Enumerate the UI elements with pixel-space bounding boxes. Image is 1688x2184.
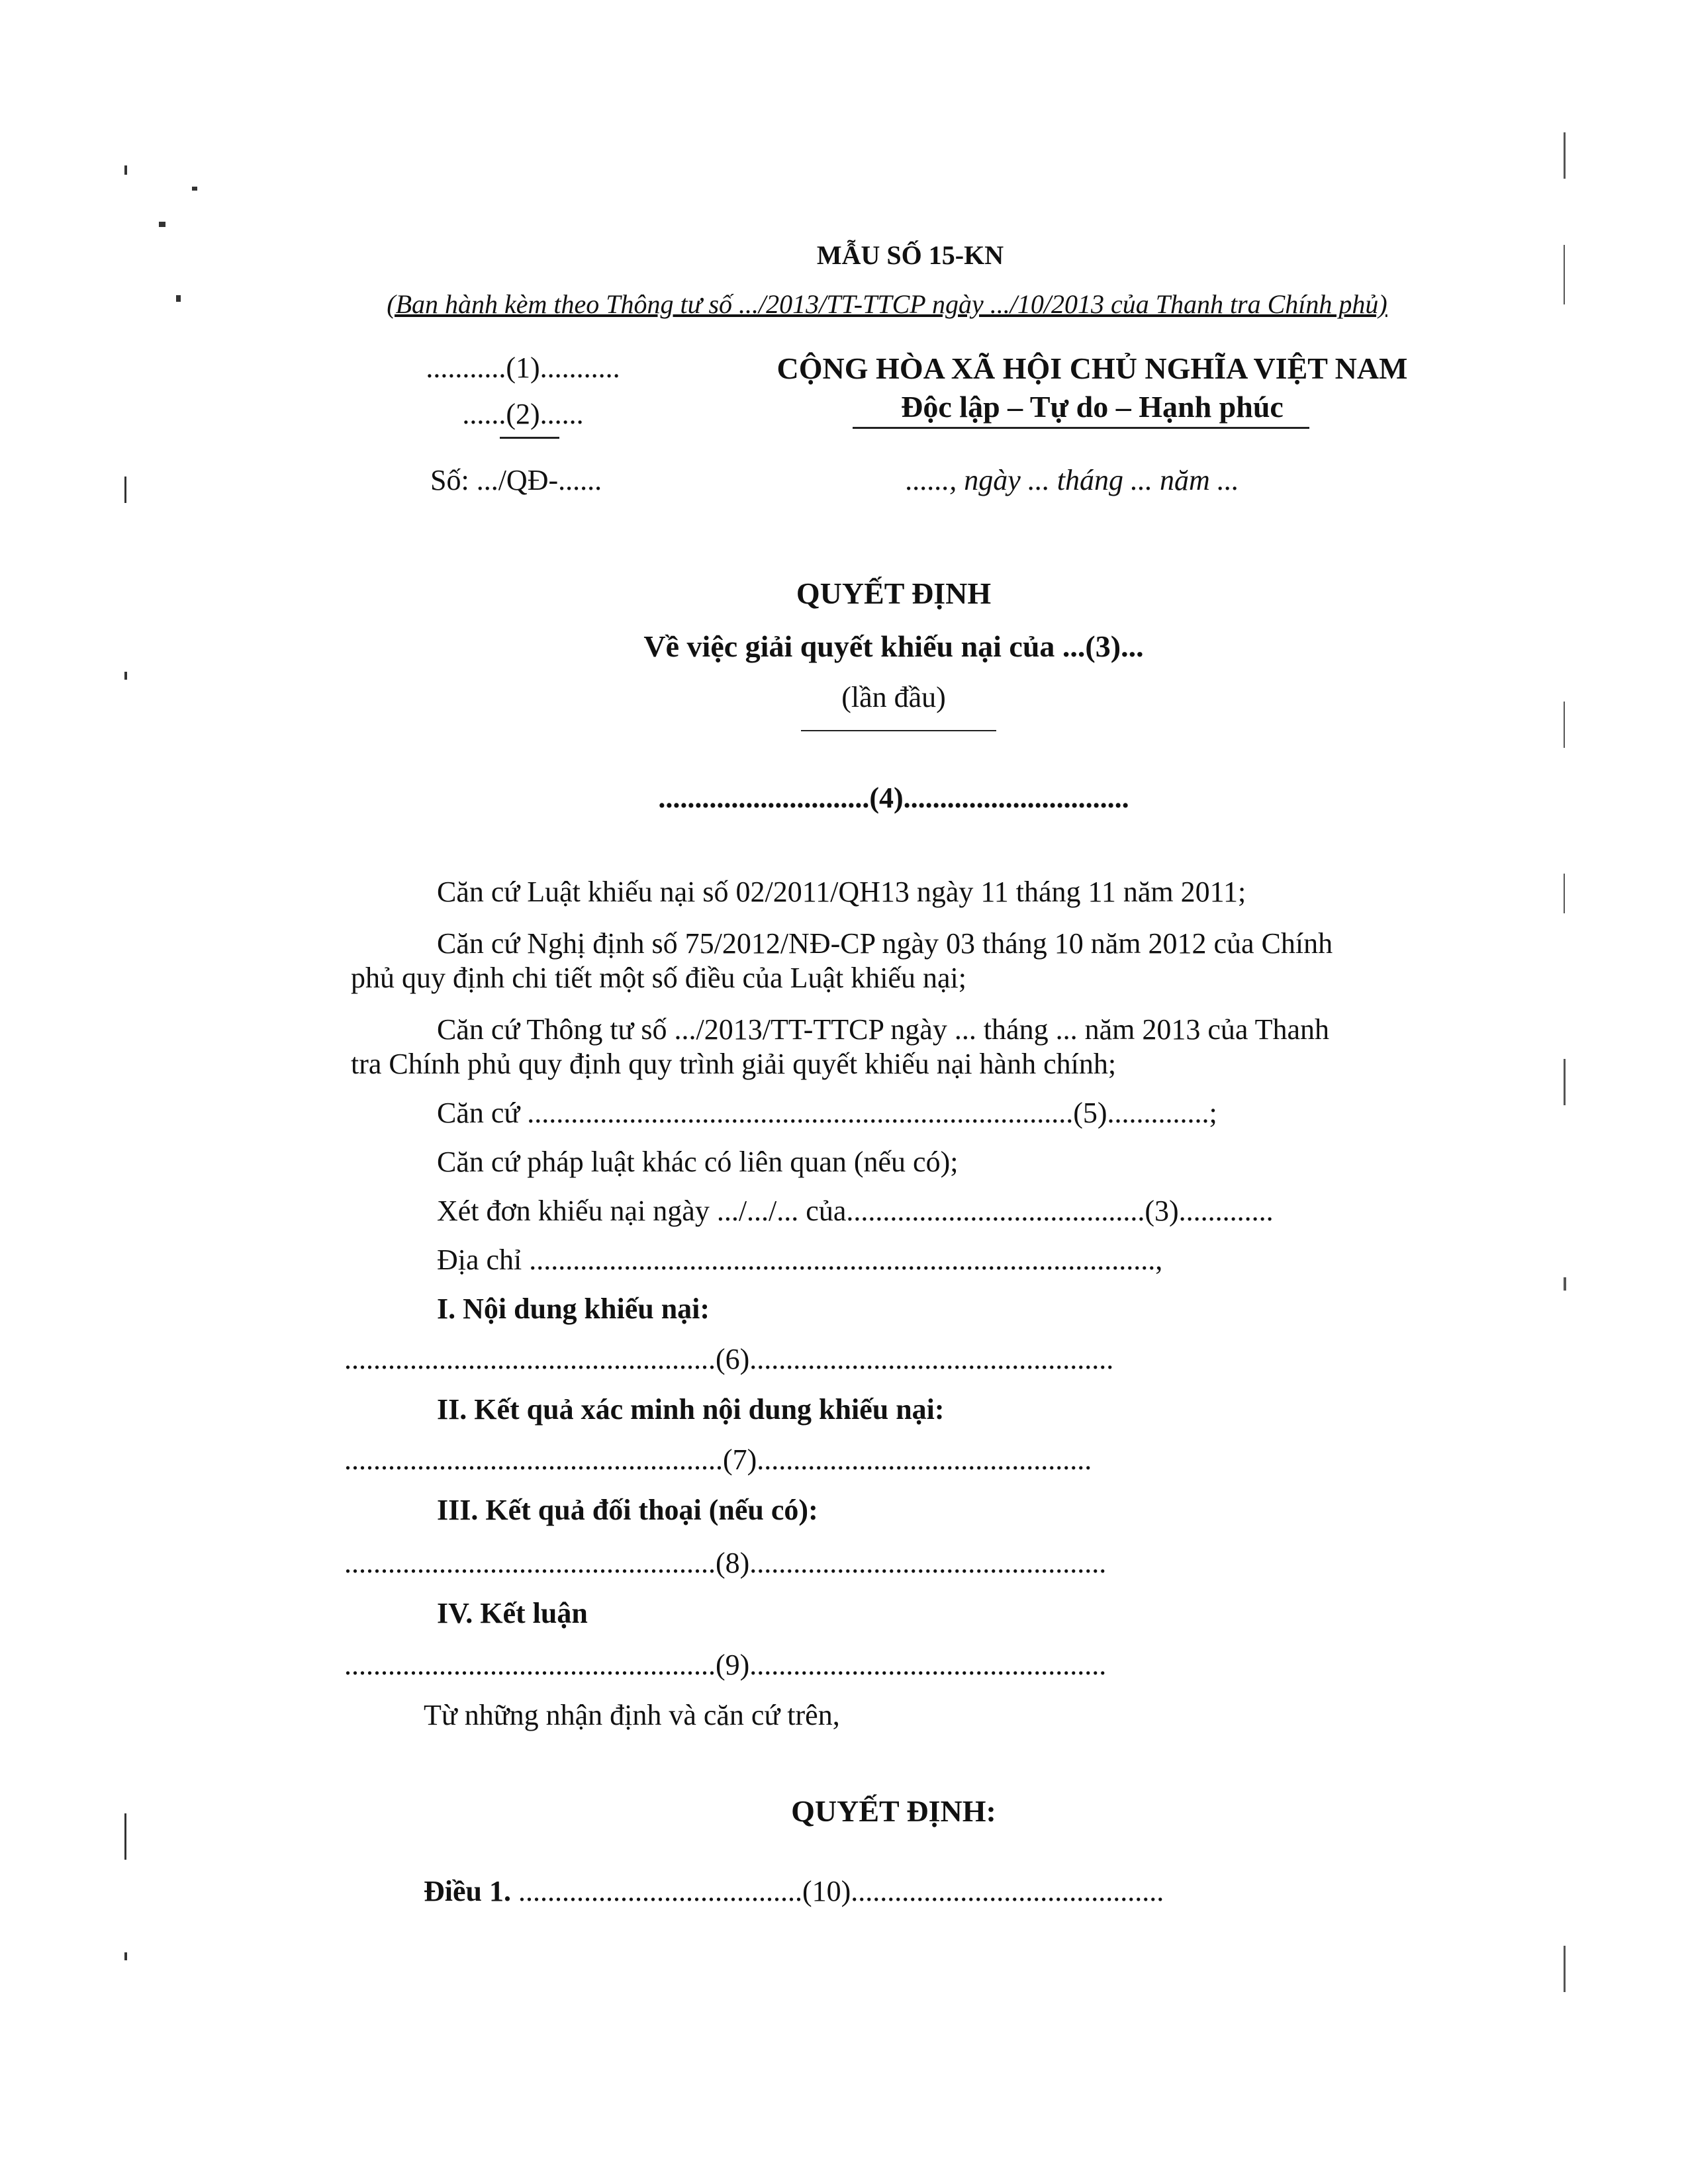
agency-line-1: ...........(1)...........: [426, 351, 620, 384]
agency-underline: [500, 437, 559, 439]
decision-number: Số: .../QĐ-......: [430, 464, 602, 496]
issued-note: (Ban hành kèm theo Thông tư số .../2013/TT-TTCP ngày .../10/2013 của Thanh tra Chính phủ): [387, 289, 1387, 319]
basis-circular-line-2: tra Chính phủ quy định quy trình giải quyết khiếu nại hành chính;: [351, 1048, 1117, 1080]
title-divider: [801, 730, 996, 731]
scan-speck: [124, 1813, 126, 1860]
decision-round: (lần đầu): [841, 681, 946, 713]
country-name: CỘNG HÒA XÃ HỘI CHỦ NGHĨA VIỆT NAM: [776, 351, 1408, 385]
national-motto: Độc lập – Tự do – Hạnh phúc: [901, 390, 1284, 424]
document-title: QUYẾT ĐỊNH: [796, 576, 992, 610]
section-3-heading: III. Kết quả đối thoại (nếu có):: [437, 1494, 818, 1526]
scan-edge-line: [1564, 702, 1565, 748]
authority-line: .............................(4)...............................: [658, 782, 1129, 814]
scan-edge-line: [1564, 1277, 1566, 1291]
scan-speck: [124, 1952, 127, 1960]
basis-law: Căn cứ Luật khiếu nại số 02/2011/QH13 ngày 11 tháng 11 năm 2011;: [437, 876, 1246, 908]
article-1-text: .......................................(10)...........................................: [518, 1875, 1164, 1907]
scan-edge-line: [1564, 1059, 1566, 1105]
agency-line-2: ......(2)......: [462, 398, 584, 430]
motto-underline: [853, 427, 1309, 429]
basis-other: Căn cứ ...........................................................................(5)..............;: [437, 1097, 1217, 1129]
article-1-label: Điều 1.: [424, 1875, 511, 1907]
complaint-consideration: Xét đơn khiếu nại ngày .../.../... của.........................................(3).............: [437, 1195, 1274, 1227]
basis-related: Căn cứ pháp luật khác có liên quan (nếu có);: [437, 1146, 959, 1178]
scan-speck: [159, 222, 165, 227]
section-1-line: ...................................................(6)..................................................: [344, 1343, 1114, 1375]
section-2-heading: II. Kết quả xác minh nội dung khiếu nại:: [437, 1393, 945, 1426]
scan-edge-line: [1564, 874, 1565, 913]
scan-speck: [124, 477, 126, 503]
form-number: MẪU SỐ 15-KN: [816, 240, 1004, 270]
section-4-heading: IV. Kết luận: [437, 1597, 588, 1629]
date-line: ......, ngày ... tháng ... năm ...: [906, 464, 1239, 496]
scan-speck: [192, 187, 197, 191]
complainant-address: Địa chỉ ......................................................................................,: [437, 1244, 1163, 1276]
scan-edge-line: [1564, 245, 1565, 304]
from-text: Từ những nhận định và căn cứ trên,: [424, 1699, 840, 1731]
basis-decree-line-1: Căn cứ Nghị định số 75/2012/NĐ-CP ngày 03 tháng 10 năm 2012 của Chính: [437, 927, 1333, 960]
scan-speck: [124, 165, 127, 175]
scan-edge-line: [1564, 132, 1566, 179]
section-2-line: ....................................................(7)..............................................: [344, 1443, 1092, 1476]
basis-circular-line-1: Căn cứ Thông tư số .../2013/TT-TTCP ngày ... tháng ... năm 2013 của Thanh: [437, 1013, 1329, 1046]
basis-decree-line-2: phủ quy định chi tiết một số điều của Luật khiếu nại;: [351, 962, 966, 994]
scan-edge-line: [1564, 1946, 1566, 1992]
section-1-heading: I. Nội dung khiếu nại:: [437, 1293, 710, 1325]
scan-speck: [176, 295, 181, 302]
scan-speck: [124, 672, 127, 680]
article-1: [424, 1874, 1509, 1908]
document-subject: Về việc giải quyết khiếu nại của ...(3)...: [643, 629, 1144, 663]
section-4-line: ...................................................(9).................................................: [344, 1649, 1107, 1681]
decision-heading: QUYẾT ĐỊNH:: [791, 1794, 996, 1828]
section-3-line: ...................................................(8).................................................: [344, 1547, 1107, 1579]
